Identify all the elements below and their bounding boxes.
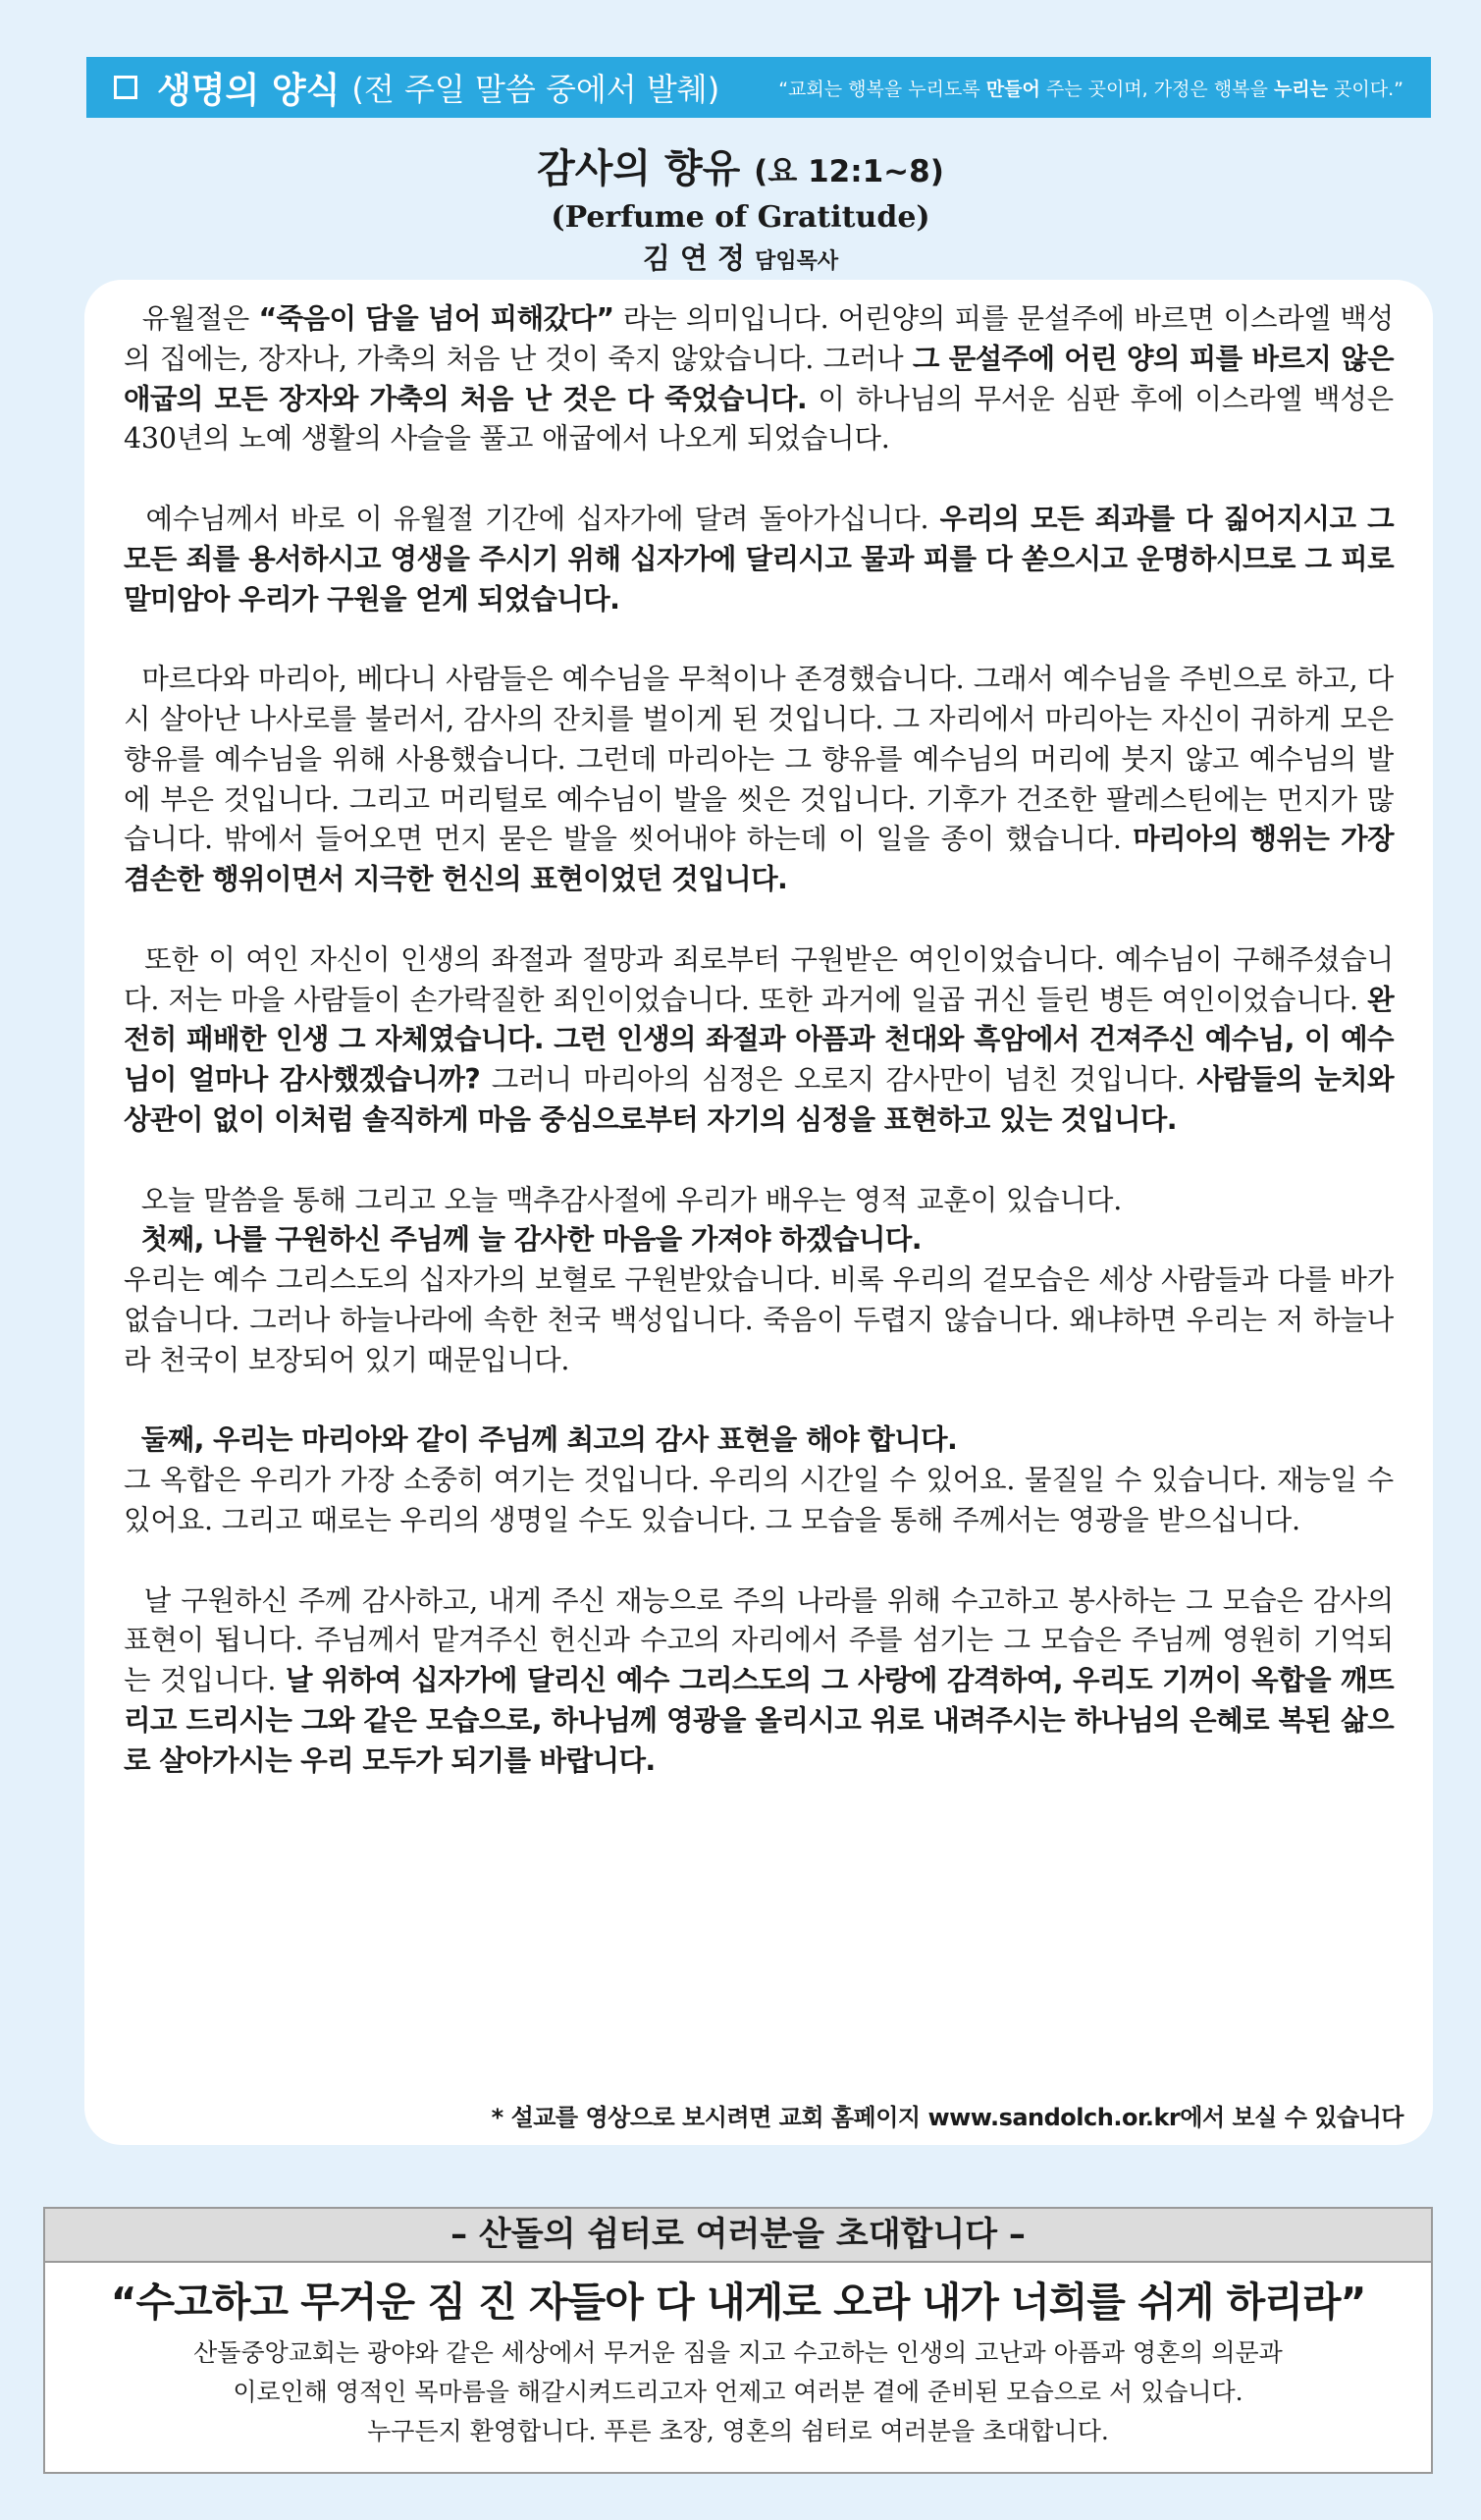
paragraph-7: 그 옥합은 우리가 가장 소중히 여기는 것입니다. 우리의 시간일 수 있어요. 물질일 수 있습니다. 재능일 수 있어요. 그리고 때로는 우리의 생명일 수도 있습니다. 그 모습을 통해 주께서는 영광을 받으십니다. <box>124 1464 1394 1536</box>
paragraph-6: 우리는 예수 그리스도의 십자가의 보혈로 구원받았습니다. 비록 우리의 겉모습은 세상 사람들과 다를 바가 없습니다. 그러나 하늘나라에 속한 천국 백성입니다. 죽음이 두렵지 않습니다. 왜냐하면 우리는 저 하늘나라 천국이 보장되어 있기 때문입니다. <box>124 1263 1394 1376</box>
section-subtitle: (전 주일 말씀 중에서 발췌) <box>351 71 720 108</box>
paragraph-1: 유월절은 “죽음이 담을 넘어 피해갔다” 라는 의미입니다. 어린양의 피를 문설주에 바르면 이스라엘 백성의 집에는, 장자나, 가축의 처음 난 것이 죽지 않았습니다. 그러나 그 문설주에 어린 양의 피를 바르지 않은 애굽의 모든 장자와 가축의 처음 난 것은 다 죽었습니다. 이 하나님의 무서운 심판 후에 이스라엘 백성은 430년의 노예 생활의 사슬을 풀고 애굽에서 나오게 되었습니다. <box>124 302 1394 456</box>
scripture-reference: (요 12:1~8) <box>754 154 944 189</box>
paragraph-3: 마르다와 마리아, 베다니 사람들은 예수님을 무척이나 존경했습니다. 그래서 예수님을 주빈으로 하고, 다시 살아난 나사로를 불러서, 감사의 잔치를 벌이게 된 것입니다. 그 자리에서 마리아는 자신이 귀하게 모은 향유를 예수님을 위해 사용했습니다. 그런데 마리아는 그 향유를 예수님의 머리에 붓지 않고 예수님의 발에 부은 것입니다. 그리고 머리털로 예수님이 발을 씻은 것입니다. 기후가 건조한 팔레스틴에는 먼지가 많습니다. 밖에서 들어오면 먼지 묻은 발을 씻어내야 하는데 이 일을 종이 했습니다. 마리아의 행위는 가장 겸손한 행위이면서 지극한 헌신의 표현이었던 것입니다. <box>124 663 1395 896</box>
lesson-1-heading: 첫째, 나를 구원하신 주님께 늘 감사한 마음을 가져야 하겠습니다. <box>140 1223 922 1257</box>
lesson-2-heading: 둘째, 우리는 마리아와 같이 주님께 최고의 감사 표현을 해야 합니다. <box>140 1423 958 1457</box>
section-banner <box>86 57 1431 118</box>
sermon-body <box>124 299 1394 1781</box>
invitation-line-3: 누구든지 환영합니다. 푸른 초장, 영혼의 쉼터로 여러분을 초대합니다. <box>367 2417 1109 2445</box>
section-title: 생명의 양식 <box>157 70 341 111</box>
sermon-english-title: (Perfume of Gratitude) <box>551 200 930 235</box>
church-motto: “교회는 행복을 누리도록 만들어 주는 곳이며, 가정은 행복을 누리는 곳이다.” <box>778 78 1403 100</box>
invitation-line-2: 이로인해 영적인 목마름을 해갈시켜드리고자 언제고 여러분 곁에 준비된 모습으로 서 있습니다. <box>233 2378 1243 2406</box>
paragraph-4: 또한 이 여인 자신이 인생의 좌절과 절망과 죄로부터 구원받은 여인이었습니다. 예수님이 구해주셨습니다. 저는 마을 사람들이 손가락질한 죄인이었습니다. 또한 과거에 일곱 귀신 들린 병든 여인이었습니다. 완전히 패배한 인생 그 자체였습니다. 그런 인생의 좌절과 아픔과 천대와 흑암에서 건져주신 예수님, 이 예수님이 얼마나 감사했겠습니까? 그러니 마리아의 심정은 오로지 감사만이 넘친 것입니다. 사람들의 눈치와 상관이 없이 이처럼 솔직하게 마음 중심으로부터 자기의 심정을 표현하고 있는 것입니다. <box>124 942 1395 1136</box>
square-bullet-icon <box>114 76 137 99</box>
invitation-heading: – 산돌의 쉼터로 여러분을 초대합니다 – <box>43 2207 1433 2263</box>
invitation-verse: “수고하고 무거운 짐 진 자들아 다 내게로 오라 내가 너희를 쉬게 하리라” <box>110 2279 1366 2326</box>
sermon-title: 감사의 향유 (요 12:1~8) <box>537 146 944 191</box>
video-notice: * 설교를 영상으로 보시려면 교회 홈페이지 www.sandolch.or.kr에서 보실 수 있습니다 <box>491 2104 1403 2131</box>
author-role: 담임목사 <box>755 249 839 274</box>
paragraph-2: 예수님께서 바로 이 유월절 기간에 십자가에 달려 돌아가십니다. 우리의 모든 죄과를 다 짊어지시고 그 모든 죄를 용서하시고 영생을 주시기 위해 십자가에 달리시고 물과 피를 다 쏟으시고 운명하시므로 그 피로 말미암아 우리가 구원을 얻게 되었습니다. <box>124 502 1395 616</box>
sermon-header <box>0 142 1481 283</box>
sermon-author: 김 연 정 담임목사 <box>642 241 839 275</box>
paragraph-8: 날 구원하신 주께 감사하고, 내게 주신 재능으로 주의 나라를 위해 수고하고 봉사하는 그 모습은 감사의 표현이 됩니다. 주님께서 맡겨주신 헌신과 수고의 자리에서 주를 섬기는 그 모습은 주님께 영원히 기억되는 것입니다. 날 위하여 십자가에 달리신 예수 그리스도의 그 사랑에 감격하여, 우리도 기꺼이 옥합을 깨뜨리고 드리시는 그와 같은 모습으로, 하나님께 영광을 올리시고 위로 내려주시는 하나님의 은혜로 복된 삶으로 살아가시는 우리 모두가 되기를 바랍니다. <box>124 1583 1395 1777</box>
invitation-box <box>43 2263 1433 2474</box>
sermon-card <box>84 280 1433 2145</box>
paragraph-5: 오늘 말씀을 통해 그리고 오늘 맥추감사절에 우리가 배우는 영적 교훈이 있습니다. <box>140 1183 1123 1216</box>
invitation-line-1: 산돌중앙교회는 광야와 같은 세상에서 무거운 짐을 지고 수고하는 인생의 고난과 아픔과 영혼의 의문과 <box>193 2338 1283 2367</box>
